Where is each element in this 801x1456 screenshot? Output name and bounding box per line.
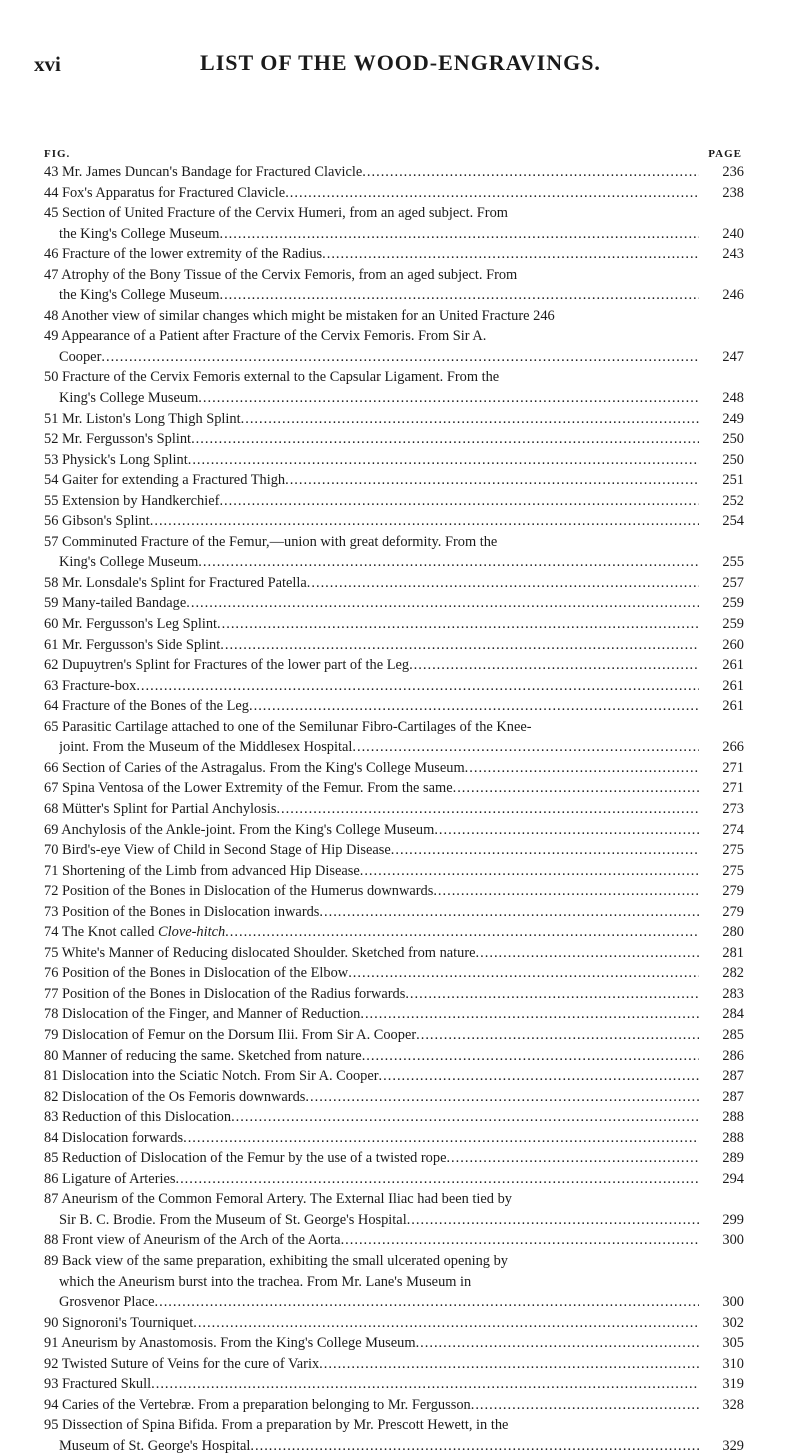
- entry-leader: [44, 326, 699, 347]
- dot-leader: [191, 429, 699, 450]
- entry-line: [44, 1169, 744, 1190]
- entry-leader: [44, 1354, 699, 1375]
- entry-title: Museum of St. George's Hospital: [59, 1437, 251, 1454]
- entry-line: [44, 963, 744, 984]
- entry-leader: [44, 511, 699, 532]
- entry-title: 81 Dislocation into the Sciatic Notch. From Sir A. Cooper: [44, 1068, 379, 1085]
- entry-leader: [59, 1272, 699, 1293]
- entry-title: 74 The Knot called Clove-hitch: [44, 924, 226, 941]
- entry-leader: [59, 224, 699, 245]
- dot-leader: [409, 655, 699, 676]
- entry-leader: [44, 799, 699, 820]
- entry-leader: [44, 1230, 699, 1251]
- entry-leader: [44, 491, 699, 512]
- entry-leader: [59, 285, 699, 306]
- page-number: 282: [722, 965, 744, 982]
- entry-line: [44, 183, 744, 204]
- page-number: 288: [722, 1129, 744, 1146]
- entry-title: 51 Mr. Liston's Long Thigh Splint: [44, 410, 241, 427]
- entry-title: 62 Dupuytren's Splint for Fractures of the lower part of the Leg: [44, 657, 410, 674]
- entry-leader: [44, 244, 699, 265]
- entry-line: [44, 470, 744, 491]
- entry-title: 66 Section of Caries of the Astragalus. From the King's College Museum: [44, 759, 465, 776]
- entry-leader: [59, 552, 699, 573]
- entry-title: 92 Twisted Suture of Veins for the cure of Varix: [44, 1355, 320, 1372]
- entry-leader: [44, 655, 699, 676]
- entry-title: 46 Fracture of the lower extremity of the Radius: [44, 246, 323, 263]
- dot-leader: [319, 902, 699, 923]
- page-number: 261: [722, 657, 744, 674]
- entry-line: [44, 943, 744, 964]
- dot-leader: [434, 820, 699, 841]
- entry-line: [44, 409, 744, 430]
- entry-line: [44, 326, 744, 347]
- page-number: 305: [722, 1335, 744, 1352]
- page-number: 271: [722, 780, 744, 797]
- entry-title: 94 Caries of the Vertebræ. From a preparation belonging to Mr. Fergusson: [44, 1396, 471, 1413]
- entry-title: 86 Ligature of Arteries: [44, 1170, 176, 1187]
- entry-title: 53 Physick's Long Splint: [44, 451, 188, 468]
- page-number: 286: [722, 1047, 744, 1064]
- entry-line: [44, 655, 744, 676]
- entry-title: 67 Spina Ventosa of the Lower Extremity of the Femur. From the same: [44, 780, 453, 797]
- entry-line: [44, 1128, 744, 1149]
- entry-line: [44, 902, 744, 923]
- entry-title: 45 Section of United Fracture of the Cervix Humeri, from an aged subject. From: [44, 205, 508, 222]
- entry-leader: [44, 1313, 699, 1334]
- page-number: 257: [722, 574, 744, 591]
- entry-continuation-line: [44, 1210, 744, 1231]
- dot-leader: [341, 1230, 699, 1251]
- page-number: 261: [722, 698, 744, 715]
- entry-title: King's College Museum: [59, 390, 199, 407]
- page-number: 271: [722, 759, 744, 776]
- page-number: 302: [722, 1314, 744, 1331]
- page-number: 279: [722, 903, 744, 920]
- entry-line: [44, 511, 744, 532]
- entry-line: [44, 778, 744, 799]
- dot-leader: [186, 593, 699, 614]
- entry-leader: [44, 470, 699, 491]
- entry-leader: [44, 881, 699, 902]
- entry-leader: [44, 1004, 699, 1025]
- entry-leader: [44, 1148, 699, 1169]
- entry-leader: [44, 1189, 699, 1210]
- entry-leader: [44, 1087, 699, 1108]
- entry-line: [44, 696, 744, 717]
- page-number: 328: [722, 1396, 744, 1413]
- entry-leader: [44, 532, 699, 553]
- entry-title: 77 Position of the Bones in Dislocation of the Radius forwards: [44, 985, 406, 1002]
- entry-title: 79 Dislocation of Femur on the Dorsum Ilii. From Sir A. Cooper: [44, 1026, 417, 1043]
- entry-line: [44, 367, 744, 388]
- dot-leader: [155, 1292, 699, 1313]
- dot-leader: [322, 244, 699, 265]
- entry-leader: [44, 1415, 699, 1436]
- page-number: 274: [722, 821, 744, 838]
- page-number: 236: [722, 164, 744, 180]
- entry-title: 65 Parasitic Cartilage attached to one of the Semilunar Fibro-Cartilages of the Knee-: [44, 718, 532, 735]
- entry-title: 43 Mr. James Duncan's Bandage for Fractured Clavicle: [44, 164, 363, 180]
- entry-continuation-line: [44, 1292, 744, 1313]
- entry-leader: [44, 1107, 699, 1128]
- entry-title: 49 Appearance of a Patient after Fracture of the Cervix Femoris. From Sir A.: [44, 328, 487, 345]
- page-number: 287: [722, 1088, 744, 1105]
- dot-leader: [360, 1004, 699, 1025]
- page-number: 260: [722, 636, 744, 653]
- dot-leader: [405, 984, 699, 1005]
- page-number: 288: [722, 1109, 744, 1126]
- page-number: 299: [722, 1211, 744, 1228]
- page-number: 240: [722, 225, 744, 242]
- entry-line: [44, 820, 744, 841]
- entry-leader: [44, 162, 699, 183]
- entry-line: [44, 1025, 744, 1046]
- page-number: 280: [722, 924, 744, 941]
- page-number: 294: [722, 1170, 744, 1187]
- dot-leader: [433, 881, 699, 902]
- entry-line: [44, 1395, 744, 1416]
- entry-line: [44, 1333, 744, 1354]
- entry-title: 64 Fracture of the Bones of the Leg: [44, 698, 250, 715]
- page-number: 250: [722, 431, 744, 448]
- dot-leader: [285, 470, 699, 491]
- entry-leader: [44, 306, 699, 327]
- entry-line: [44, 717, 744, 738]
- entry-title: 59 Many-tailed Bandage: [44, 595, 187, 612]
- entry-title: 72 Position of the Bones in Dislocation of the Humerus downwards: [44, 883, 434, 900]
- dot-leader: [362, 1046, 699, 1067]
- dot-leader: [198, 388, 699, 409]
- entry-title: 88 Front view of Aneurism of the Arch of the Aorta: [44, 1232, 341, 1249]
- entry-leader: [59, 388, 699, 409]
- entry-continuation-line: [44, 737, 744, 758]
- dot-leader: [391, 840, 699, 861]
- entry-continuation-line: [44, 285, 744, 306]
- entry-leader: [44, 409, 699, 430]
- dot-leader: [465, 758, 699, 779]
- page-folio: xvi: [34, 52, 61, 76]
- entry-title: 95 Dissection of Spina Bifida. From a preparation by Mr. Prescott Hewett, in the: [44, 1417, 509, 1434]
- entry-line: [44, 1148, 744, 1169]
- entry-title: 78 Dislocation of the Finger, and Manner of Reduction: [44, 1006, 361, 1023]
- entry-continuation-line: [44, 552, 744, 573]
- entry-leader: [44, 635, 699, 656]
- entry-line: [44, 1046, 744, 1067]
- entry-title: 44 Fox's Apparatus for Fractured Clavicle: [44, 184, 286, 201]
- entry-line: [44, 450, 744, 471]
- dot-leader: [198, 552, 699, 573]
- entry-leader: [44, 429, 699, 450]
- dot-leader: [101, 347, 699, 368]
- page-number: 254: [722, 513, 744, 530]
- entry-title: 61 Mr. Fergusson's Side Splint: [44, 636, 221, 653]
- dot-leader: [188, 450, 699, 471]
- entry-title: 87 Aneurism of the Common Femoral Artery. The External Iliac had been tied by: [44, 1191, 512, 1208]
- entry-title: King's College Museum: [59, 554, 199, 571]
- page-number: 300: [722, 1294, 744, 1311]
- page-column-label: PAGE: [708, 148, 742, 160]
- dot-leader: [285, 183, 699, 204]
- entry-title: the King's College Museum: [59, 287, 220, 304]
- page-number: 246: [722, 287, 744, 304]
- entry-title: 93 Fractured Skull: [44, 1376, 152, 1393]
- entry-line: [44, 573, 744, 594]
- entry-title: 85 Reduction of Dislocation of the Femur by the use of a twisted rope: [44, 1150, 447, 1167]
- entry-title: 60 Mr. Fergusson's Leg Splint: [44, 616, 218, 633]
- entry-line: [44, 1066, 744, 1087]
- dot-leader: [231, 1107, 699, 1128]
- dot-leader: [348, 963, 699, 984]
- entry-line: [44, 162, 744, 183]
- entry-line: [44, 1313, 744, 1334]
- dot-leader: [225, 922, 699, 943]
- entry-leader: [44, 984, 699, 1005]
- page-number: 283: [722, 985, 744, 1002]
- entry-leader: [44, 943, 699, 964]
- entry-line: [44, 265, 744, 286]
- entry-title: 91 Aneurism by Anastomosis. From the King's College Museum: [44, 1335, 416, 1352]
- entry-line: [44, 203, 744, 224]
- page-number: 255: [722, 554, 744, 571]
- page-number: 275: [722, 842, 744, 859]
- dot-leader: [219, 224, 699, 245]
- entry-leader: [59, 347, 699, 368]
- entry-title: 90 Signoroni's Tourniquet: [44, 1314, 194, 1331]
- dot-leader: [305, 1087, 699, 1108]
- page-number: 259: [722, 616, 744, 633]
- dot-leader: [136, 676, 699, 697]
- running-title: LIST OF THE WOOD-ENGRAVINGS.: [200, 50, 601, 75]
- entry-line: [44, 1251, 744, 1272]
- entry-title: 84 Dislocation forwards: [44, 1129, 184, 1146]
- entry-title: 63 Fracture-box: [44, 677, 137, 694]
- fig-column-label: FIG.: [44, 148, 71, 160]
- entry-continuation-line: [44, 224, 744, 245]
- entry-leader: [44, 922, 699, 943]
- entry-leader: [44, 203, 699, 224]
- dot-leader: [446, 1148, 699, 1169]
- entry-title: 48 Another view of similar changes which might be mistaken for an United Fracture 246: [44, 307, 555, 324]
- entry-leader: [44, 778, 699, 799]
- entry-title: 75 White's Manner of Reducing dislocated Shoulder. Sketched from nature: [44, 944, 476, 961]
- entry-line: [44, 491, 744, 512]
- entry-line: [44, 881, 744, 902]
- page-number: 247: [722, 348, 744, 365]
- dot-leader: [379, 1066, 699, 1087]
- entry-line: [44, 1087, 744, 1108]
- entry-leader: [44, 861, 699, 882]
- entry-leader: [44, 1251, 699, 1272]
- entry-line: [44, 1189, 744, 1210]
- entry-line: [44, 676, 744, 697]
- dot-leader: [453, 778, 699, 799]
- entry-continuation-line: [44, 388, 744, 409]
- entry-line: [44, 593, 744, 614]
- entry-title: 80 Manner of reducing the same. Sketched from nature: [44, 1047, 362, 1064]
- page-number: 279: [722, 883, 744, 900]
- entry-title: 82 Dislocation of the Os Femoris downwards: [44, 1088, 306, 1105]
- dot-leader: [307, 573, 699, 594]
- dot-leader: [362, 162, 699, 183]
- entry-title: Sir B. C. Brodie. From the Museum of St. George's Hospital: [59, 1211, 407, 1228]
- page-number: 259: [722, 595, 744, 612]
- entry-title: 54 Gaiter for extending a Fractured Thigh: [44, 472, 286, 489]
- dot-leader: [352, 737, 699, 758]
- page-number: 310: [722, 1355, 744, 1372]
- entry-line: [44, 758, 744, 779]
- page-number: 285: [722, 1026, 744, 1043]
- entry-line: [44, 1230, 744, 1251]
- entry-leader: [44, 820, 699, 841]
- dot-leader: [150, 511, 699, 532]
- dot-leader: [151, 1374, 699, 1395]
- page-number: 252: [722, 492, 744, 509]
- entry-leader: [44, 1066, 699, 1087]
- dot-leader: [319, 1354, 699, 1375]
- entry-leader: [44, 593, 699, 614]
- entry-title: which the Aneurism burst into the trachea. From Mr. Lane's Museum in: [59, 1273, 472, 1290]
- entry-line: [44, 306, 744, 327]
- page-number: 287: [722, 1068, 744, 1085]
- dot-leader: [183, 1128, 699, 1149]
- entry-line: [44, 244, 744, 265]
- entry-title: 68 Mütter's Splint for Partial Anchylosis: [44, 800, 277, 817]
- entry-title: 89 Back view of the same preparation, exhibiting the small ulcerated opening by: [44, 1252, 508, 1269]
- entry-line: [44, 635, 744, 656]
- dot-leader: [219, 491, 699, 512]
- entry-leader: [44, 676, 699, 697]
- dot-leader: [217, 614, 699, 635]
- entry-line: [44, 614, 744, 635]
- page-number: 289: [722, 1150, 744, 1167]
- entry-leader: [44, 573, 699, 594]
- dot-leader: [249, 696, 699, 717]
- entry-line: [44, 429, 744, 450]
- entry-line: [44, 1107, 744, 1128]
- page-number: 243: [722, 246, 744, 263]
- entry-leader: [44, 1025, 699, 1046]
- entry-leader: [44, 1046, 699, 1067]
- entry-line: [44, 799, 744, 820]
- entry-line: [44, 922, 744, 943]
- entry-line: [44, 1004, 744, 1025]
- dot-leader: [360, 861, 699, 882]
- entry-leader: [44, 696, 699, 717]
- entry-leader: [44, 1169, 699, 1190]
- entry-title: 56 Gibson's Splint: [44, 513, 150, 530]
- entry-title: 50 Fracture of the Cervix Femoris external to the Capsular Ligament. From the: [44, 369, 500, 386]
- entry-leader: [44, 758, 699, 779]
- dot-leader: [276, 799, 699, 820]
- entry-leader: [44, 1374, 699, 1395]
- entry-line: [44, 1415, 744, 1436]
- entry-title: 47 Atrophy of the Bony Tissue of the Cervix Femoris, from an aged subject. From: [44, 266, 518, 283]
- page-number: 248: [722, 390, 744, 407]
- page-number: 261: [722, 677, 744, 694]
- dot-leader: [219, 285, 699, 306]
- page-number: 249: [722, 410, 744, 427]
- dot-leader: [416, 1025, 699, 1046]
- entry-leader: [44, 614, 699, 635]
- page-number: 266: [722, 739, 744, 756]
- page-number: 250: [722, 451, 744, 468]
- page-number: 300: [722, 1232, 744, 1249]
- entry-title: 55 Extension by Handkerchief: [44, 492, 220, 509]
- dot-leader: [250, 1436, 699, 1456]
- entry-continuation-line: [44, 1272, 744, 1293]
- entry-leader: [44, 450, 699, 471]
- entry-line: [44, 861, 744, 882]
- entry-title: 57 Comminuted Fracture of the Femur,—union with great deformity. From the: [44, 533, 498, 550]
- entry-leader: [59, 1292, 699, 1313]
- entry-leader: [44, 265, 699, 286]
- entry-line: [44, 1374, 744, 1395]
- entry-title: 76 Position of the Bones in Dislocation of the Elbow: [44, 965, 349, 982]
- italic-term: Clove-hitch: [158, 924, 226, 941]
- dot-leader: [476, 943, 699, 964]
- entry-title: Cooper: [59, 348, 102, 365]
- entry-title: 69 Anchylosis of the Ankle-joint. From the King's College Museum: [44, 821, 435, 838]
- entry-line: [44, 1354, 744, 1375]
- entry-leader: [44, 1128, 699, 1149]
- entry-title: 70 Bird's-eye View of Child in Second Stage of Hip Disease: [44, 842, 391, 859]
- entry-leader: [44, 840, 699, 861]
- entry-title: 52 Mr. Fergusson's Splint: [44, 431, 192, 448]
- page-number: 319: [722, 1376, 744, 1393]
- dot-leader: [241, 409, 699, 430]
- entry-title: Grosvenor Place: [59, 1294, 155, 1311]
- entry-leader: [44, 1333, 699, 1354]
- entry-leader: [44, 717, 699, 738]
- engravings-list: [44, 162, 744, 1456]
- dot-leader: [407, 1210, 699, 1231]
- entry-leader: [44, 1395, 699, 1416]
- page-number: 284: [722, 1006, 744, 1023]
- entry-continuation-line: [44, 347, 744, 368]
- entry-title: joint. From the Museum of the Middlesex Hospital: [59, 739, 353, 756]
- entry-leader: [44, 902, 699, 923]
- entry-title: 71 Shortening of the Limb from advanced Hip Disease: [44, 862, 360, 879]
- dot-leader: [175, 1169, 699, 1190]
- entry-continuation-line: [44, 1436, 744, 1456]
- entry-title: 83 Reduction of this Dislocation: [44, 1109, 232, 1126]
- entry-title: 58 Mr. Lonsdale's Splint for Fractured Patella: [44, 574, 307, 591]
- dot-leader: [220, 635, 699, 656]
- dot-leader: [416, 1333, 699, 1354]
- entry-line: [44, 984, 744, 1005]
- entry-leader: [44, 963, 699, 984]
- page-number: 251: [722, 472, 744, 489]
- dot-leader: [471, 1395, 699, 1416]
- page-number: 238: [722, 184, 744, 201]
- dot-leader: [193, 1313, 699, 1334]
- entry-line: [44, 532, 744, 553]
- entry-leader: [59, 1436, 699, 1456]
- entry-title: 73 Position of the Bones in Dislocation inwards: [44, 903, 320, 920]
- page-number: 273: [722, 800, 744, 817]
- entry-leader: [59, 737, 699, 758]
- entry-leader: [44, 367, 699, 388]
- page-number: 281: [722, 944, 744, 961]
- page-number: 275: [722, 862, 744, 879]
- entry-leader: [44, 183, 699, 204]
- entry-line: [44, 840, 744, 861]
- page-number: 329: [722, 1437, 744, 1454]
- entry-title: the King's College Museum: [59, 225, 220, 242]
- entry-leader: [59, 1210, 699, 1231]
